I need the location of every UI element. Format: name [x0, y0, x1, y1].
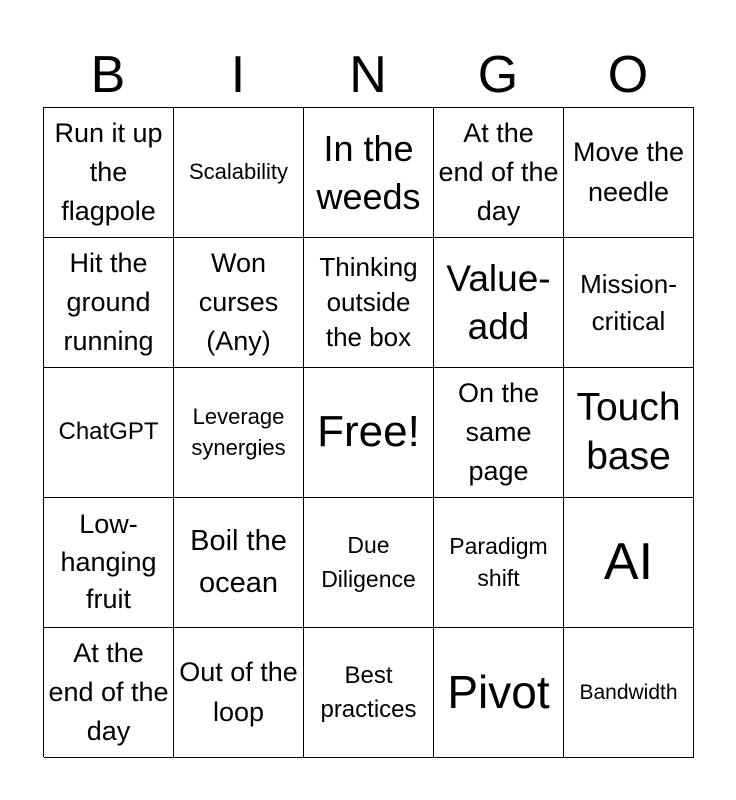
cell-text: ChatGPT [58, 418, 159, 446]
bingo-cell[interactable] [564, 498, 694, 628]
bingo-cell[interactable] [44, 108, 174, 238]
cell-text: Paradigm shift [449, 533, 548, 591]
bingo-cell[interactable] [564, 238, 694, 368]
bingo-cell[interactable] [434, 368, 564, 498]
bingo-cell[interactable] [174, 238, 304, 368]
bingo-cell[interactable] [434, 238, 564, 368]
header-letter-b: B [90, 46, 126, 104]
bingo-cell[interactable] [44, 628, 174, 758]
cell-text: Mission-critical [580, 269, 677, 336]
header-letter-i: I [230, 46, 246, 104]
cell-text: Run it up the flagpole [54, 117, 163, 227]
bingo-cell[interactable] [564, 108, 694, 238]
bingo-board [43, 107, 694, 757]
cell-text: Boil the ocean [190, 525, 287, 599]
bingo-cell[interactable] [434, 498, 564, 628]
bingo-cell[interactable] [434, 628, 564, 758]
cell-text: Pivot [447, 666, 550, 719]
bingo-cell[interactable] [304, 498, 434, 628]
bingo-cell-free[interactable] [304, 368, 434, 498]
bingo-cell[interactable] [434, 108, 564, 238]
cell-text: AI [603, 532, 654, 591]
cell-text: In the weeds [316, 127, 421, 217]
bingo-cell[interactable] [44, 498, 174, 628]
bingo-cell[interactable] [174, 498, 304, 628]
cell-text: At the end of the day [438, 117, 559, 227]
bingo-cell[interactable] [174, 368, 304, 498]
bingo-cell[interactable] [564, 628, 694, 758]
cell-text: At the end of the day [48, 637, 169, 747]
bingo-header [43, 44, 693, 106]
cell-text: Best practices [320, 661, 417, 723]
bingo-cell[interactable] [304, 108, 434, 238]
cell-text: Touch base [576, 385, 681, 478]
header-letter-o: O [607, 46, 649, 104]
cell-text: On the same page [457, 377, 540, 487]
bingo-cell[interactable] [174, 108, 304, 238]
bingo-cell[interactable] [304, 628, 434, 758]
cell-text: Bandwidth [579, 680, 678, 704]
cell-text: Thinking outside the box [319, 251, 418, 353]
bingo-cell[interactable] [304, 238, 434, 368]
bingo-cell[interactable] [564, 368, 694, 498]
cell-text: Out of the loop [179, 657, 298, 727]
cell-text: Won curses (Any) [198, 247, 279, 357]
cell-text: Leverage synergies [191, 403, 286, 460]
bingo-cell[interactable] [44, 238, 174, 368]
cell-text: Scalability [188, 159, 289, 185]
bingo-cell[interactable] [174, 628, 304, 758]
cell-text: Low-hanging fruit [60, 508, 157, 615]
cell-text: Move the needle [572, 137, 685, 207]
bingo-cell[interactable] [44, 368, 174, 498]
header-letter-n: N [349, 46, 387, 104]
cell-text: Value-add [446, 258, 551, 347]
cell-text: Due Diligence [321, 532, 416, 592]
free-space-text: Free! [317, 407, 420, 457]
cell-text: Hit the ground running [63, 247, 154, 357]
header-letter-g: G [477, 46, 519, 104]
